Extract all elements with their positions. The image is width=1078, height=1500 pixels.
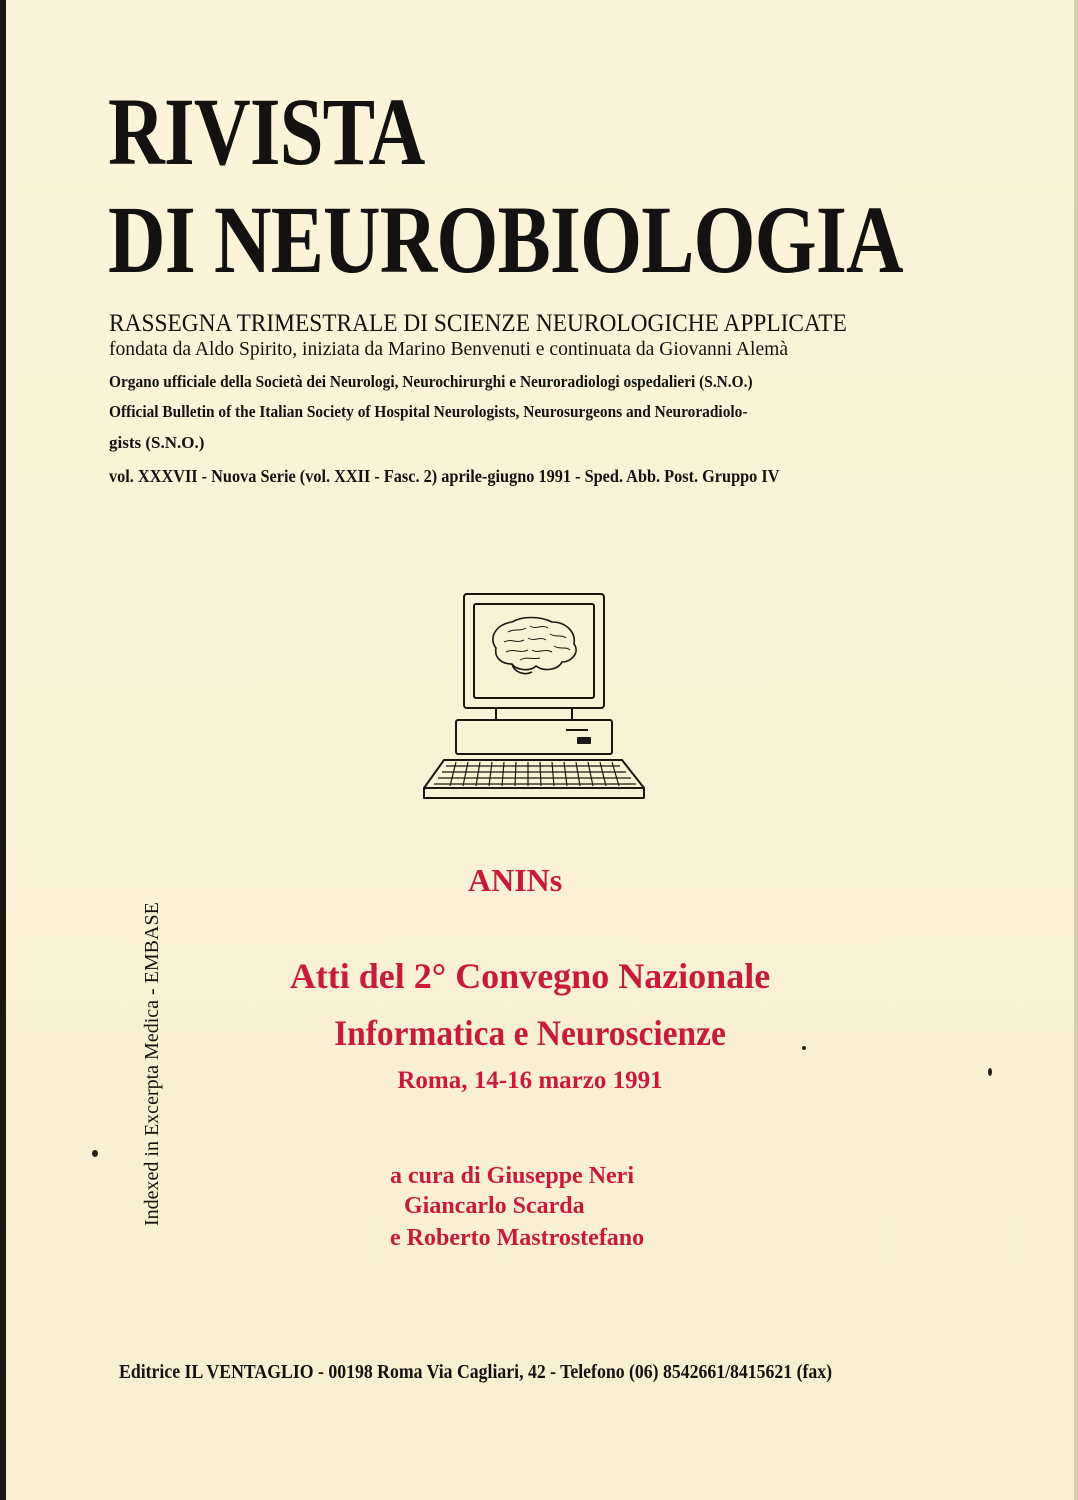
- monitor-stand: [496, 708, 572, 720]
- conference-acronym: ANINs: [468, 862, 563, 898]
- computer-with-brain-icon: [416, 588, 656, 808]
- conference-place-date: Roma, 14-16 marzo 1991: [397, 1067, 663, 1094]
- paper-speck: [802, 1046, 806, 1050]
- paper-speck: [988, 1068, 992, 1076]
- journal-subtitle: RASSEGNA TRIMESTRALE DI SCIENZE NEUROLOGICHE APPLICATE: [109, 310, 847, 337]
- official-bulletin-line-2: gists (S.N.O.): [109, 433, 205, 452]
- brain-icon: [493, 618, 576, 674]
- journal-title-line-2: DI NEUROBIOLOGIA: [108, 186, 903, 293]
- conference-title-line-2: Informatica e Neuroscienze: [334, 1013, 726, 1053]
- editors-line-3: e Roberto Mastrostefano: [390, 1225, 645, 1251]
- official-bulletin-line-1: Official Bulletin of the Italian Society of Hospital Neurologists, Neurosurgeons and Neuroradiolo-: [109, 402, 748, 421]
- publisher-line: Editrice IL VENTAGLIO - 00198 Roma Via Cagliari, 42 - Telefono (06) 8542661/8415621 (fax): [119, 1362, 833, 1383]
- editors-line-1: a cura di Giuseppe Neri: [390, 1163, 634, 1189]
- journal-title-line-1: RIVISTA: [108, 78, 425, 185]
- editors-line-2: Giancarlo Scarda: [404, 1193, 585, 1219]
- conference-title-line-1: Atti del 2° Convegno Nazionale: [289, 956, 771, 996]
- indexing-vertical-text: Indexed in Excerpta Medica - EMBASE: [141, 902, 163, 1226]
- volume-info: vol. XXXVII - Nuova Serie (vol. XXII - Fasc. 2) aprile-giugno 1991 - Sped. Abb. Post. Gruppo IV: [109, 466, 780, 486]
- paper-speck: [92, 1150, 98, 1157]
- founders-line: fondata da Aldo Spirito, iniziata da Marino Benvenuti e continuata da Giovanni Alemà: [109, 338, 789, 360]
- official-organ-line: Organo ufficiale della Società dei Neurologi, Neurochirurghi e Neuroradiologi ospedalieri (S.N.O.): [109, 372, 753, 391]
